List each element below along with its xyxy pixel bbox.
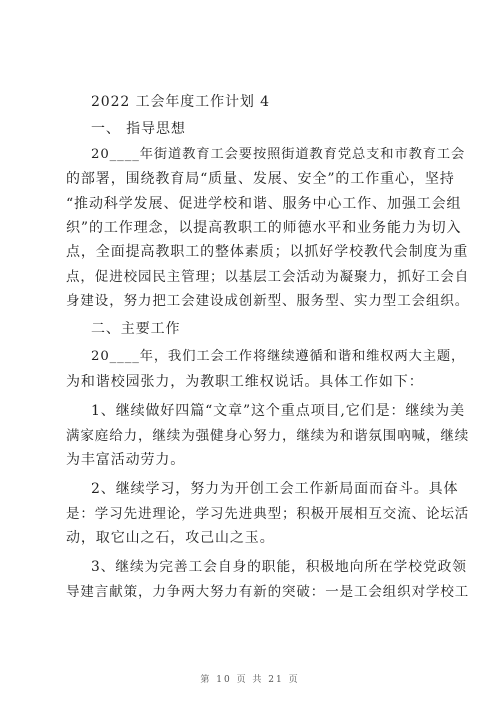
paragraph-line: 导建言献策，力争两大努力有新的突破：一是工会组织对学校工: [66, 584, 470, 600]
paragraph-line: 3、继续为完善工会自身的职能，积极地向所在学校党政领: [91, 559, 467, 575]
page-number-footer: 第 10 页 共 21 页: [200, 675, 300, 685]
paragraph-line: 身建设，努力把工会建设成创新型、服务型、实力型工会组织。: [66, 293, 470, 309]
paragraph-line: 动，取它山之石，攻己山之玉。: [66, 530, 275, 546]
paragraph-line: 20____年街道教育工会要按照街道教育党总支和市教育工会: [91, 147, 466, 162]
paragraph-line: 是：学习先进理论，学习先进典型；积极开展相互交流、论坛活: [66, 506, 470, 522]
paragraph-line: 的部署，围绕教育局“质量、发展、安全”的工作重心，坚持: [66, 171, 455, 187]
paragraph-line: 为和谐校园张力，为教职工维权说话。具体工作如下：: [66, 374, 424, 390]
paragraph-line: “推动科学发展、促进学校和谐、服务中心工作、加强工会组: [66, 196, 462, 212]
paragraph-line: 织”的工作理念，以提高教职工的师德水平和业务能力为切入: [66, 220, 462, 236]
paragraph-line: 2、继续学习，努力为开创工会工作新局面而奋斗。具体: [91, 481, 459, 497]
paragraph-line: 满家庭给力，继续为强健身心努力，继续为和谐氛围吶喊，继续: [66, 428, 470, 444]
paragraph-line: 点，促进校园民主管理；以基层工会活动为凝聚力，抓好工会自: [66, 269, 470, 285]
paragraph-line: 20____年，我们工会工作将继续遵循和谐和维权两大主题，: [91, 349, 466, 364]
paragraph-line: 点，全面提高教职工的整体素质；以抓好学校教代会制度为重: [66, 244, 469, 260]
paragraph-line: 1、继续做好四篇“文章”这个重点项目,它们是：继续为美: [91, 403, 465, 419]
paragraph-line: 为丰富活动劳力。: [66, 452, 186, 468]
section-heading-1: 一、 指导思想: [91, 121, 186, 137]
section-heading-2: 二、主要工作: [91, 321, 181, 337]
document-title: 2022 工会年度工作计划 4: [91, 94, 270, 110]
